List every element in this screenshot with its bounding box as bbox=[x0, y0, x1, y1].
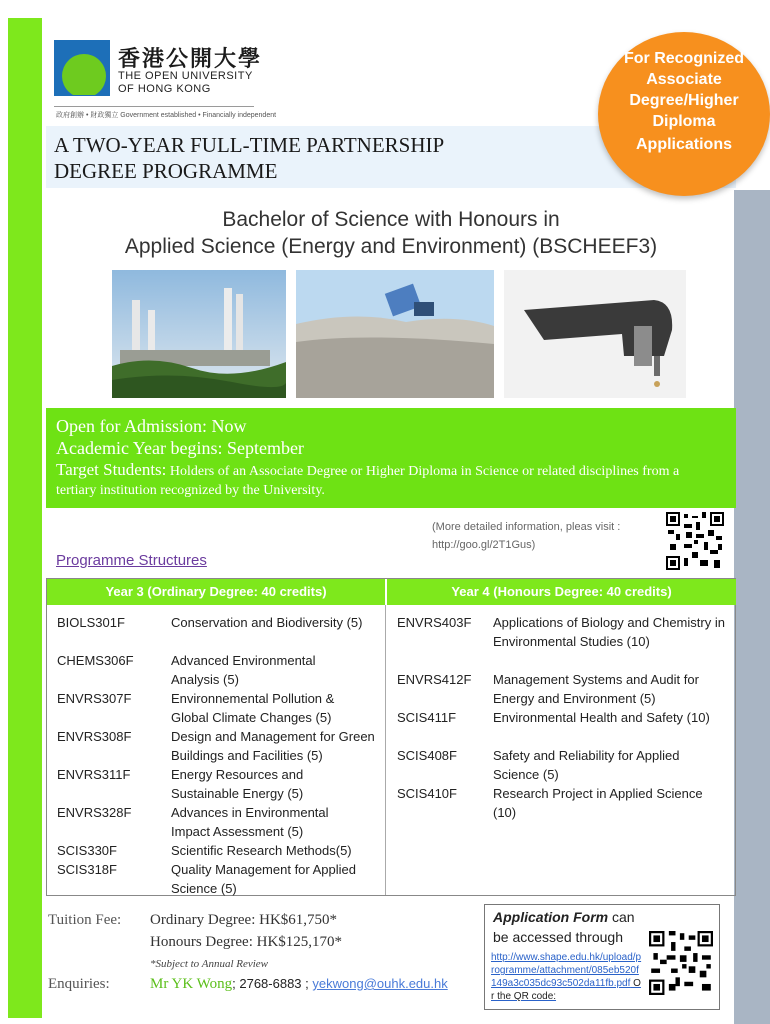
contact-name: Mr YK Wong bbox=[150, 976, 233, 992]
right-accent-strip bbox=[734, 190, 770, 1024]
year3-header: Year 3 (Ordinary Degree: 40 credits) bbox=[47, 579, 385, 605]
logo-english-name bbox=[118, 70, 253, 96]
year3-course: Advances in Environmental Impact Assessment (5) bbox=[171, 805, 329, 839]
year4-course: Management Systems and Audit for Energy and Environment (5) bbox=[493, 672, 699, 706]
year3-code: SCIS330F bbox=[57, 843, 117, 858]
year3-code: ENVRS311F bbox=[57, 767, 131, 782]
year3-code: ENVRS308F bbox=[57, 729, 132, 744]
green-accent-bar bbox=[8, 18, 42, 1018]
honours-degree-fee: Honours Degree: HK$125,170* bbox=[150, 934, 343, 950]
programme-structures-heading: Programme Structures bbox=[56, 552, 207, 569]
year3-code: SCIS318F bbox=[57, 862, 117, 877]
target-students bbox=[56, 460, 716, 500]
year3-course: Scientific Research Methods(5) bbox=[171, 843, 352, 858]
application-form-label: Application Form bbox=[493, 909, 609, 925]
application-accessed-text: be accessed through bbox=[493, 929, 623, 945]
year4-course: Environmental Health and Safety (10) bbox=[493, 710, 710, 725]
year4-course: Research Project in Applied Science (10) bbox=[493, 786, 703, 820]
left-accent-strip bbox=[0, 0, 46, 1024]
logo-chinese-name: 香港公開大學 bbox=[118, 46, 263, 72]
enquiries-label: Enquiries: bbox=[48, 976, 110, 992]
target-students-label: Target Students: bbox=[56, 460, 167, 479]
fuel-nozzle-photo bbox=[504, 270, 686, 398]
application-qr-code-icon[interactable] bbox=[649, 931, 713, 995]
badge-applications: Applications bbox=[635, 136, 732, 153]
year4-code: SCIS410F bbox=[397, 786, 457, 801]
year4-code: SCIS411F bbox=[397, 710, 457, 725]
admission-panel bbox=[46, 408, 736, 508]
application-url[interactable]: http://www.shape.edu.hk/upload/programme/attachment/085eb520f149a3c035dc93c502da11fb.pdf bbox=[491, 952, 642, 989]
more-info-link[interactable]: http://goo.gl/2T1Gus) bbox=[432, 539, 536, 551]
fee-note: *Subject to Annual Review bbox=[150, 958, 269, 970]
university-emblem-icon bbox=[54, 40, 110, 96]
university-logo bbox=[54, 40, 277, 124]
qr-prompt: Or the QR code: bbox=[491, 978, 641, 1002]
power-plant-photo bbox=[112, 270, 286, 398]
year3-course: Advanced Environmental Analysis (5) bbox=[171, 653, 316, 687]
year4-code: ENVRS412F bbox=[397, 672, 472, 687]
programme-title-line1: Bachelor of Science with Honours in bbox=[222, 208, 560, 231]
more-info-note bbox=[432, 518, 620, 554]
application-form-title bbox=[493, 909, 635, 925]
year4-code: ENVRS403F bbox=[397, 615, 472, 630]
programme-title bbox=[46, 206, 736, 260]
badge-text: For Recognized Associate Degree/Higher Diploma bbox=[623, 50, 744, 130]
target-students-text: Holders of an Associate Degree or Higher Diploma in Science or related disciplines from a tertiary institution recognized by the University. bbox=[56, 464, 680, 498]
year3-course: Environnemental Pollution & Global Climate Changes (5) bbox=[171, 691, 335, 725]
logo-tagline: 政府創辦 • 財政獨立 Government established • Financially independent bbox=[56, 112, 277, 119]
contact-phone: ; 2768-6883 ; bbox=[232, 976, 309, 991]
year3-course: Quality Management for Applied Science (5) bbox=[171, 862, 356, 896]
more-info-line1: (More detailed information, pleas visit : bbox=[432, 521, 621, 533]
admission-open: Open for Admission: Now bbox=[56, 416, 247, 436]
academic-year: Academic Year begins: September bbox=[56, 438, 304, 458]
application-form-box bbox=[484, 904, 720, 1010]
year3-course: Conservation and Biodiversity (5) bbox=[171, 615, 363, 630]
year4-code: SCIS408F bbox=[397, 748, 457, 763]
logo-english-line1: THE OPEN UNIVERSITY bbox=[118, 70, 253, 82]
year3-code: ENVRS307F bbox=[57, 691, 132, 706]
year3-code: CHEMS306F bbox=[57, 653, 134, 668]
column-divider bbox=[385, 605, 386, 895]
year3-course: Design and Management for Green Buildings and Facilities (5) bbox=[171, 729, 375, 763]
application-form-link[interactable] bbox=[491, 951, 643, 1003]
headline-line2: DEGREE PROGRAMME bbox=[54, 159, 278, 183]
logo-english-line2: OF HONG KONG bbox=[118, 83, 211, 95]
contact-email-link[interactable]: yekwong@ouhk.edu.hk bbox=[312, 976, 448, 991]
year4-course: Applications of Biology and Chemistry in Environmental Studies (10) bbox=[493, 615, 725, 649]
year4-course: Safety and Reliability for Applied Science (5) bbox=[493, 748, 680, 782]
year4-header: Year 4 (Honours Degree: 40 credits) bbox=[386, 579, 736, 605]
applications-badge bbox=[598, 32, 770, 196]
landfill-truck-photo bbox=[296, 270, 494, 398]
ordinary-degree-fee: Ordinary Degree: HK$61,750* bbox=[150, 912, 338, 928]
photo-strip bbox=[112, 270, 686, 398]
tuition-fee-label: Tuition Fee: bbox=[48, 912, 122, 928]
programme-title-line2: Applied Science (Energy and Environment) (BSCHEEF3) bbox=[124, 235, 658, 258]
year3-course: Energy Resources and Sustainable Energy (5) bbox=[171, 767, 304, 801]
qr-code-icon[interactable] bbox=[666, 512, 724, 570]
logo-divider bbox=[54, 106, 254, 107]
application-form-title-tail: can bbox=[608, 909, 635, 925]
enquiries-contact bbox=[150, 976, 448, 993]
programme-type-headline bbox=[54, 132, 444, 184]
headline-line1: A TWO-YEAR FULL-TIME PARTNERSHIP bbox=[54, 133, 445, 157]
year3-code: ENVRS328F bbox=[57, 805, 132, 820]
year3-code: BIOLS301F bbox=[57, 615, 125, 630]
programme-table bbox=[46, 578, 736, 896]
